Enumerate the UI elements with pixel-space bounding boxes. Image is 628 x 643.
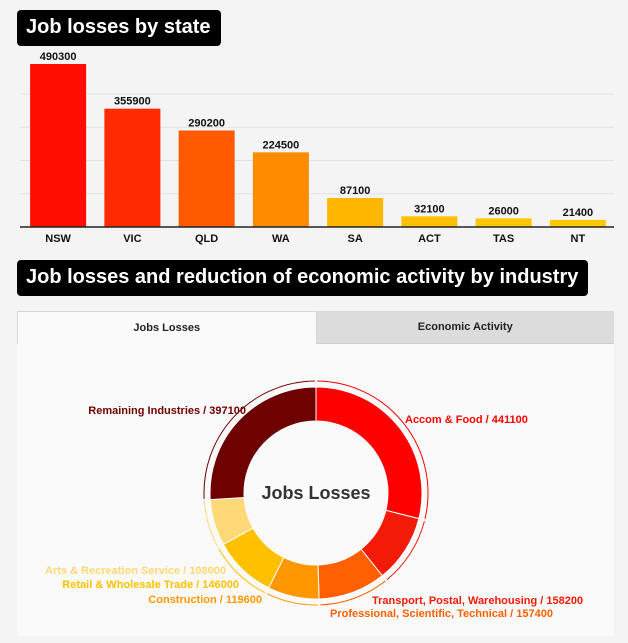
state-chart-title: Job losses by state [17, 10, 221, 46]
bar-value-label: 490300 [39, 51, 77, 63]
bar-value-label: 26000 [488, 205, 519, 218]
donut-center-label: Jobs Losses [261, 483, 371, 503]
slice-label: Arts & Recreation Service / 108000 [45, 565, 226, 577]
x-tick-label: QLD [195, 233, 219, 245]
x-tick-label: NSW [45, 233, 71, 245]
slice-label: Accom & Food / 441100 [405, 414, 528, 426]
slice-label: Transport, Postal, Warehousing / 158200 [372, 595, 584, 607]
slice-label: Remaining Industries / 397100 [88, 405, 246, 417]
x-tick-label: ACT [418, 233, 441, 245]
slice-label: Professional, Scientific, Technical / 157400 [330, 608, 553, 620]
bar-value-label: 32100 [414, 203, 445, 216]
slice-label: Retail & Wholesale Trade / 146000 [62, 579, 239, 591]
tab-jobs-losses[interactable]: Jobs Losses [17, 311, 317, 344]
tab-economic-activity[interactable]: Economic Activity [317, 311, 615, 344]
x-tick-label: WA [272, 233, 290, 245]
x-tick-label: VIC [123, 233, 142, 245]
x-tick-label: SA [347, 233, 363, 245]
bar-value-label: 224500 [262, 139, 300, 152]
bar-value-label: 355900 [114, 95, 151, 108]
bar-value-label: 87100 [339, 185, 371, 198]
bar-value-label: 21400 [562, 206, 594, 219]
slice-label: Construction / 119600 [148, 594, 262, 606]
x-tick-label: TAS [493, 233, 515, 245]
x-tick-label: NT [570, 233, 586, 245]
industry-chart-title: Job losses and reduction of economic activity by industry [17, 260, 588, 296]
bar-value-label: 290200 [188, 117, 225, 130]
